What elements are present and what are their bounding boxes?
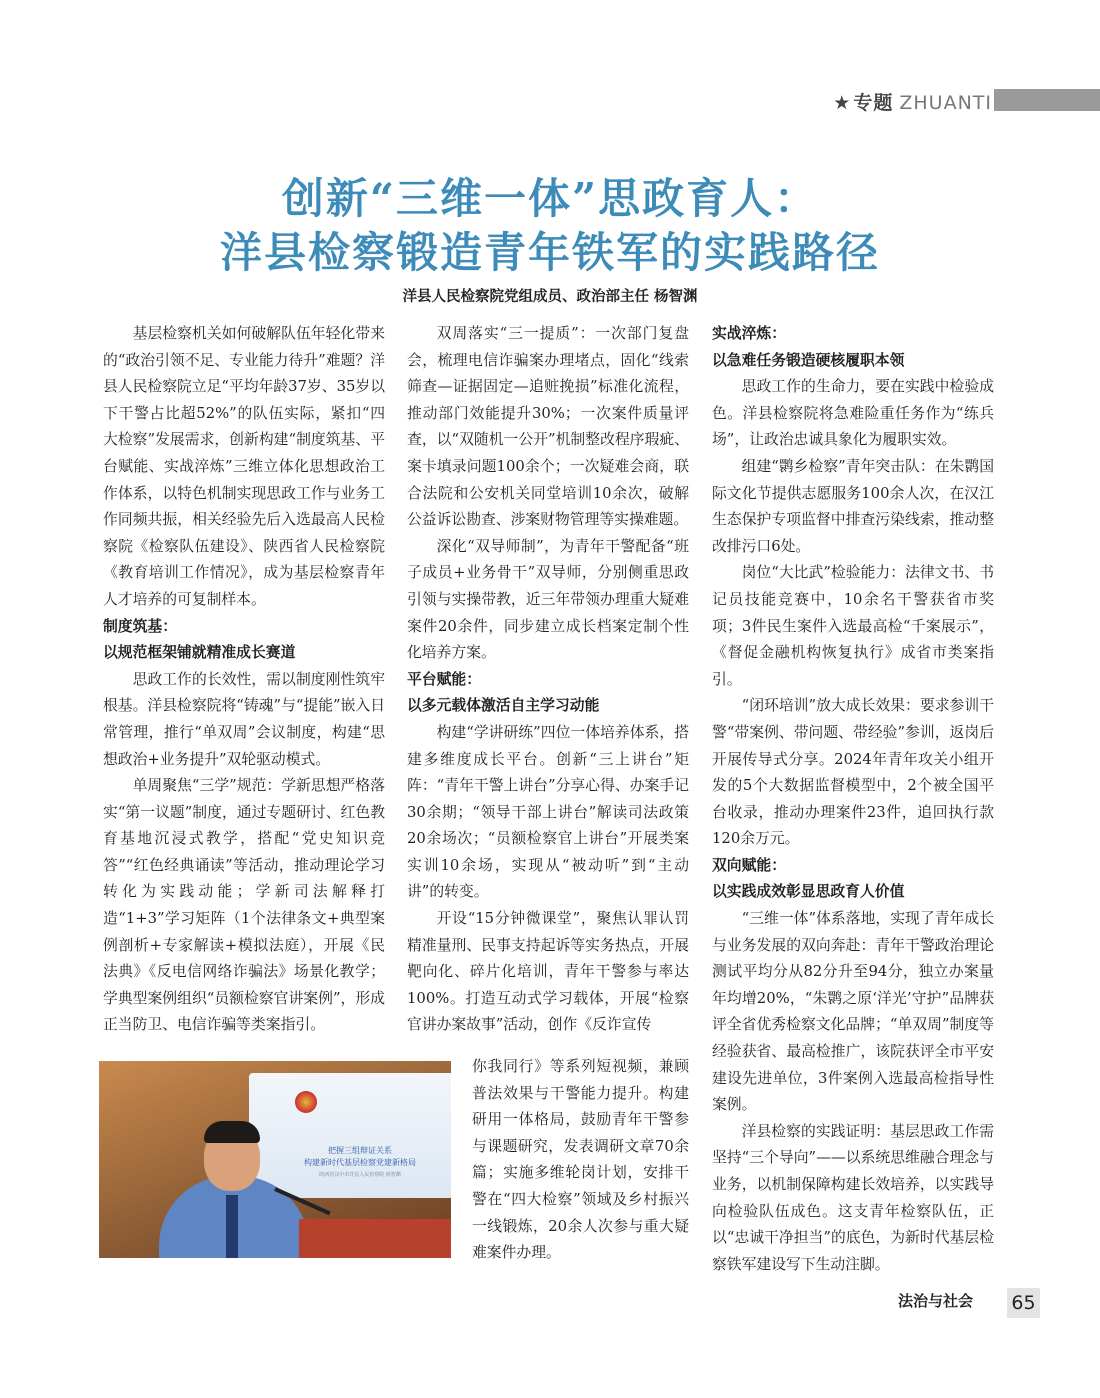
section-heading: 平台赋能：: [407, 670, 481, 688]
page-number: 65: [1007, 1288, 1040, 1318]
screen-line: 把握三组辩证关系: [328, 1146, 392, 1155]
paragraph: 深化“双导师制”，为青年干警配备“班子成员+业务骨干”双导师，分别侧重思政引领与实操带教，近三年带领办理重大疑难案件20余件，同步建立成长档案定制个性化培养方案。: [407, 537, 689, 662]
podium: [299, 1219, 451, 1258]
section-heading: 双向赋能：: [712, 856, 786, 874]
section-subheading: 以多元载体激活自主学习动能: [407, 697, 600, 715]
paragraph-continued: 你我同行》等系列短视频，兼顾普法效果与干警能力提升。构建研用一体格局，鼓励青年干警参与课题研究，发表调研文章70余篇；实施多维轮岗计划，安排干警在“四大检察”领域及乡村振兴一线锻炼，20余人次参与重大疑难案件办理。: [472, 1058, 689, 1262]
paragraph: 组建“鹮乡检察”青年突击队：在朱鹮国际文化节提供志愿服务100余人次，在汉江生态保护专项监督中排查污染线索，推动整改排污口6处。: [712, 457, 994, 555]
paragraph: 单周聚焦“三学”规范：学新思想严格落实“第一议题”制度，通过专题研讨、红色教育基地沉浸式教学，搭配“党史知识竞答”“红色经典诵读”等活动，推动理论学习转化为实践动能；学新司法解释打造“1+3”学习矩阵（1个法律条文+典型案例剖析+专家解读+模拟法庭），开展《民法典》《反电信网络诈骗法》场景化教学；学典型案例组织“员额检察官讲案例”，形成正当防卫、电信诈骗等类案指引。: [103, 777, 385, 1034]
column-1: [103, 321, 385, 1039]
section-subheading: 以急难任务锻造硬核履职本领: [712, 351, 905, 369]
paragraph: 思政工作的长效性，需以制度刚性筑牢根基。洋县检察院将“铸魂”与“提能”嵌入日常管理，推行“单双周”会议制度，构建“思想政治+业务提升”双轮驱动模式。: [103, 670, 385, 768]
column-2: [407, 321, 689, 1039]
title-line-1: 创新“三维一体”思政育人：: [281, 174, 819, 223]
paragraph: “三维一体”体系落地，实现了青年成长与业务发展的双向奔赴：青年干警政治理论测试平均分从82分升至94分，独立办案量年均增20%，“朱鹮之原‘洋光’守护”品牌获评全省优秀检察文化品牌；“单双周”制度等经验获省、最高检推广，该院获评全市平安建设先进单位，3件案例入选最高检指导性案例。: [712, 910, 994, 1114]
section-subheading: 以规范框架铺就精准成长赛道: [103, 644, 296, 662]
paragraph: 构建“学讲研练”四位一体培养体系，搭建多维度成长平台。创新“三上讲台”矩阵：“青年干警上讲台”分享心得、办案手记30余期；“领导干部上讲台”解读司法政策20余场次；“员额检察官上讲台”开展类案实训10余场，实现从“被动听”到“主动讲”的转变。: [407, 723, 689, 901]
star-icon: ★: [833, 92, 852, 114]
section-heading: 制度筑基：: [103, 617, 177, 635]
paragraph: 思政工作的生命力，要在实践中检验成色。洋县检察院将急难险重任务作为“练兵场”，让政治忠诚具象化为履职实效。: [712, 378, 994, 449]
paragraph: 洋县检察的实践证明：基层思政工作需坚持“三个导向”——以系统思维融合理念与业务，以机制保障构建长效培养，以实践导向检验队伍成色。这支青年检察队伍，正以“忠诚干净担当”的底色，为新时代基层检察铁军建设写下生动注脚。: [712, 1122, 994, 1273]
header-bar: [994, 89, 1100, 111]
section-label-en: ZHUANTI: [899, 92, 992, 114]
paragraph: 开设“15分钟微课堂”，聚焦认罪认罚精准量刑、民事支持起诉等实务热点，开展靶向化、碎片化培训，青年干警参与率达100%。打造互动式学习载体，开展“检察官讲办案故事”活动，创作《反诈宣传: [407, 910, 689, 1034]
section-tag: [833, 88, 992, 115]
speaker-hair: [204, 1121, 260, 1143]
screen-text: [275, 1145, 445, 1181]
paragraph: 基层检察机关如何破解队伍年轻化带来的“政治引领不足、专业能力待升”难题？洋县人民检察院立足“平均年龄37岁、35岁以下干警占比超52%”的队伍实际，紧扣“四大检察”发展需求，创新构建“制度筑基、平台赋能、实战淬炼”三维立体化思想政治工作体系，以特色机制实现思政工作与业务工作同频共振，相关经验先后入选最高人民检察院《检察队伍建设》、陕西省人民检察院《教育培训工作情况》，成为基层检察青年人才培养的可复制样本。: [103, 325, 385, 608]
title-line-2: 洋县检察锻造青年铁军的实践路径: [219, 228, 880, 277]
speaker-photo: [99, 1061, 451, 1258]
screen-line: 陕西省汉中市洋县人民检察院 杨智渊: [319, 1172, 401, 1178]
section-label-zh: 专题: [853, 92, 894, 114]
byline: 洋县人民检察院党组成员、政治部主任 杨智渊: [402, 289, 698, 305]
screen-line: 构建新时代基层检察党建新格局: [304, 1158, 416, 1167]
article-title: [0, 172, 1100, 280]
paragraph: “闭环培训”放大成长效果：要求参训干警“带案例、带问题、带经验”参训，返岗后开展传导式分享。2024年青年攻关小组开发的5个大数据监督模型中，2个被全国平台收录，推动办理案件23件，追回执行款120余万元。: [712, 697, 994, 848]
section-heading: 实战淬炼：: [712, 325, 786, 342]
section-subheading: 以实践成效彰显思政育人价值: [712, 883, 905, 901]
procuratorate-emblem-icon: [295, 1091, 317, 1113]
column-3: [712, 321, 994, 1278]
speaker-tie: [226, 1195, 238, 1258]
paragraph: 岗位“大比武”检验能力：法律文书、书记员技能竞赛中，10余名干警获省市奖项；3件民生案件入选最高检“千案展示”，《督促金融机构恢复执行》成省市类案指引。: [712, 564, 994, 688]
paragraph: 双周落实“三一提质”：一次部门复盘会，梳理电信诈骗案办理堵点，固化“线索筛查—证据固定—追赃挽损”标准化流程，推动部门效能提升30%；一次案件质量评查，以“双随机一公开”机制整改程序瑕疵、案卡填录问题100余个；一次疑难会商，联合法院和公安机关同堂培训10余次，破解公益诉讼勘查、涉案财物管理等实操难题。: [407, 325, 689, 529]
magazine-name: 法治与社会: [898, 1292, 974, 1310]
